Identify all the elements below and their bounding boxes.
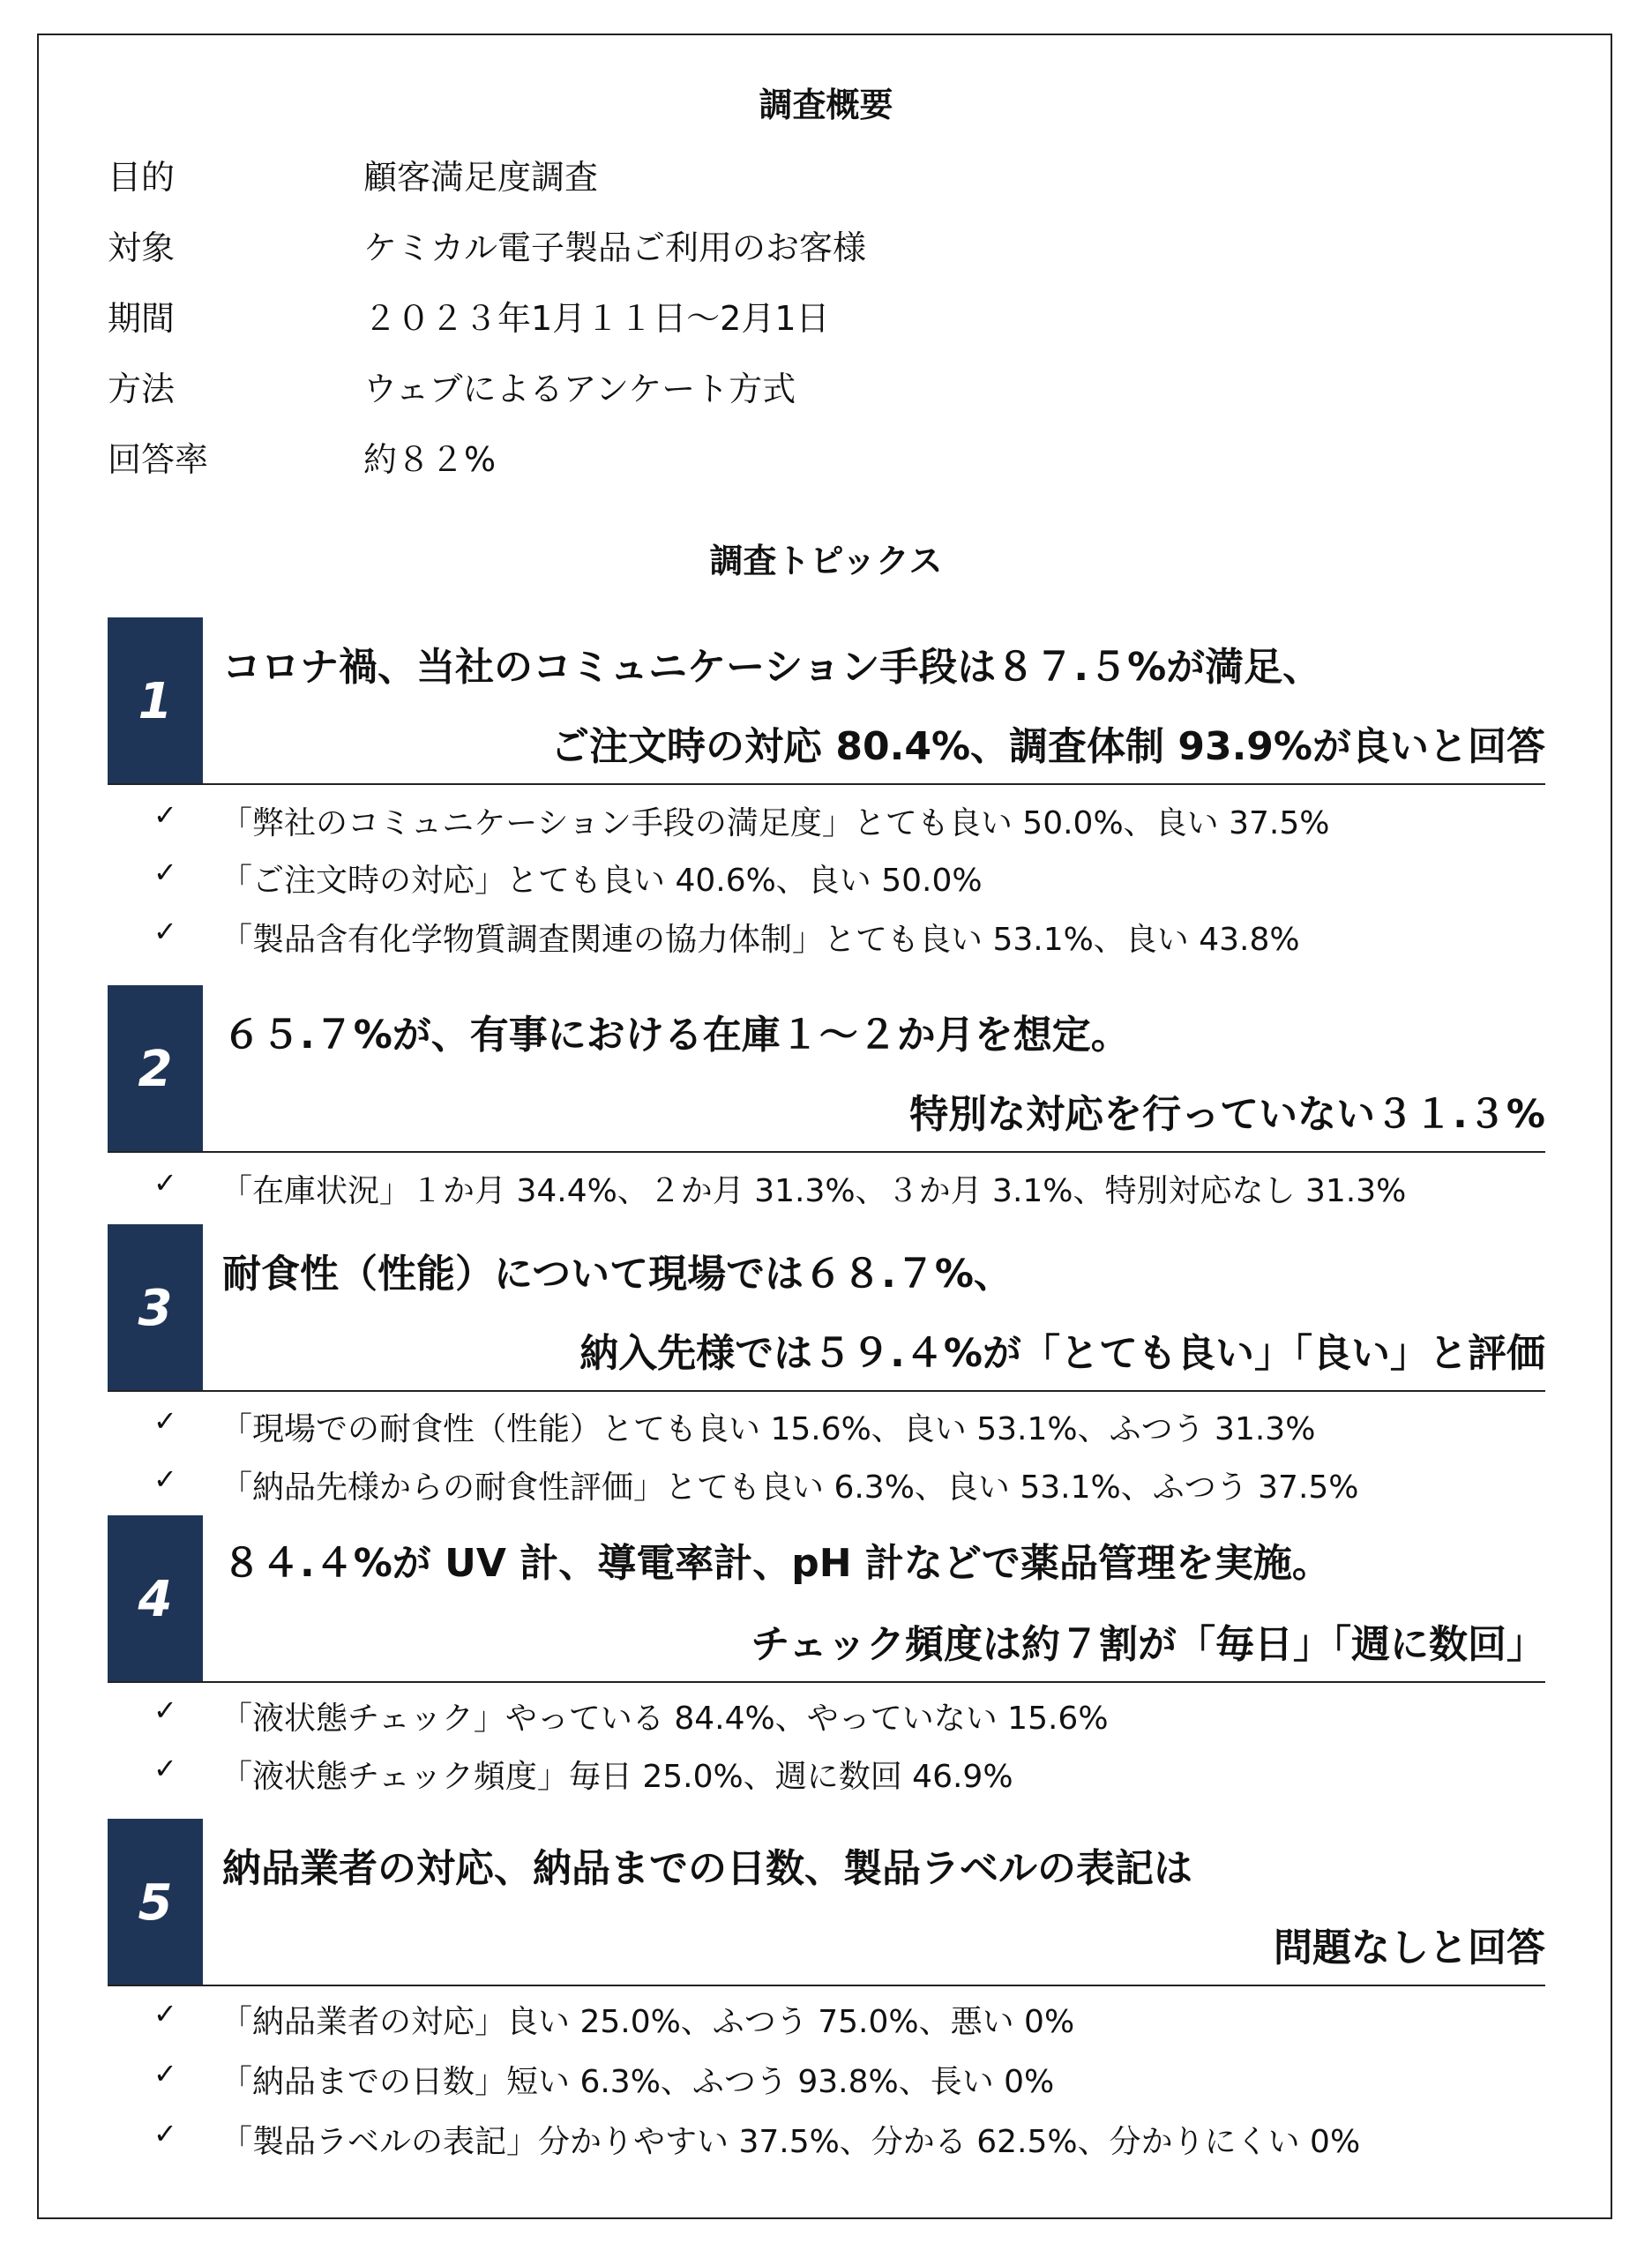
topic-2 bbox=[108, 985, 1545, 1153]
topic-headline-1: 納品業者の対応、納品までの日数、製品ラベルの表記は bbox=[222, 1846, 1192, 1891]
overview-label: 方法 bbox=[108, 370, 176, 408]
check-icon: ✓ bbox=[153, 2057, 177, 2090]
bullet-text: 「在庫状況」１か月 34.4%、２か月 31.3%、３か月 3.1%、特別対応なし 31.3% bbox=[221, 1173, 1407, 1209]
topic-divider bbox=[108, 1151, 1545, 1153]
topic-3 bbox=[108, 1224, 1545, 1392]
topic-5 bbox=[108, 1819, 1545, 1986]
topic-headline-2: 問題なしと回答 bbox=[1274, 1925, 1545, 1970]
topic-number-box: 5 bbox=[108, 1819, 203, 1986]
topic-divider bbox=[108, 1390, 1545, 1392]
overview-label: 期間 bbox=[108, 299, 176, 338]
topic-divider bbox=[108, 1681, 1545, 1683]
topic-1 bbox=[108, 617, 1545, 785]
topic-divider bbox=[108, 783, 1545, 785]
topic-headline-1: ６５.７%が、有事における在庫１～２か月を想定。 bbox=[222, 1013, 1130, 1058]
topic-headline-1: 耐食性（性能）について現場では６８.７%、 bbox=[222, 1252, 1013, 1297]
check-icon: ✓ bbox=[153, 1404, 177, 1438]
overview-value: 約８２% bbox=[363, 440, 497, 479]
overview-label: 回答率 bbox=[108, 440, 209, 479]
overview-label: 目的 bbox=[108, 158, 176, 197]
check-icon: ✓ bbox=[153, 1752, 177, 1785]
overview-value: ウェブによるアンケート方式 bbox=[363, 370, 796, 408]
overview-label: 対象 bbox=[108, 228, 176, 267]
check-icon: ✓ bbox=[153, 1997, 177, 2030]
check-icon: ✓ bbox=[153, 1694, 177, 1727]
topic-headline-2: チェック頻度は約７割が「毎日」「週に数回」 bbox=[751, 1622, 1545, 1667]
topic-headline-1: ８４.４%が UV 計、導電率計、pH 計などで薬品管理を実施。 bbox=[222, 1541, 1331, 1586]
check-icon: ✓ bbox=[153, 1166, 177, 1200]
check-icon: ✓ bbox=[153, 856, 177, 889]
topic-headline-2: 納入先様では５９.４%が「とても良い」「良い」と評価 bbox=[579, 1331, 1545, 1376]
topic-number-box: 4 bbox=[108, 1515, 203, 1683]
bullet-text: 「納品先様からの耐食性評価」とても良い 6.3%、良い 53.1%、ふつう 37.5% bbox=[221, 1469, 1359, 1506]
topic-number-box: 2 bbox=[108, 985, 203, 1153]
overview-value: ２０２３年1月１１日～2月1日 bbox=[363, 299, 830, 338]
topic-headline-2: ご注文時の対応 80.4%、調査体制 93.9%が良いと回答 bbox=[550, 724, 1545, 769]
overview-value: 顧客満足度調査 bbox=[363, 158, 599, 197]
topic-headline-1: コロナ禍、当社のコミュニケーション手段は８７.５%が満足、 bbox=[222, 645, 1322, 690]
bullet-text: 「弊社のコミュニケーション手段の満足度」とても良い 50.0%、良い 37.5% bbox=[221, 805, 1330, 841]
overview-value: ケミカル電子製品ご利用のお客様 bbox=[363, 228, 867, 267]
topic-headline-2: 特別な対応を行っていない３１.３% bbox=[909, 1092, 1545, 1137]
check-icon: ✓ bbox=[153, 798, 177, 832]
topic-number-box: 1 bbox=[108, 617, 203, 785]
topic-number-box: 3 bbox=[108, 1224, 203, 1392]
bullet-text: 「現場での耐食性（性能）とても良い 15.6%、良い 53.1%、ふつう 31.3% bbox=[221, 1411, 1316, 1447]
bullet-text: 「製品含有化学物質調査関連の協力体制」とても良い 53.1%、良い 43.8% bbox=[221, 922, 1300, 958]
check-icon: ✓ bbox=[153, 1462, 177, 1496]
bullet-text: 「納品業者の対応」良い 25.0%、ふつう 75.0%、悪い 0% bbox=[221, 2004, 1075, 2040]
bullet-text: 「納品までの日数」短い 6.3%、ふつう 93.8%、長い 0% bbox=[221, 2064, 1055, 2100]
check-icon: ✓ bbox=[153, 2117, 177, 2150]
bullet-text: 「液状態チェック」やっている 84.4%、やっていない 15.6% bbox=[221, 1701, 1109, 1737]
bullet-text: 「液状態チェック頻度」毎日 25.0%、週に数回 46.9% bbox=[221, 1759, 1013, 1795]
overview-title: 調査概要 bbox=[759, 86, 893, 124]
topic-divider bbox=[108, 1985, 1545, 1986]
topic-4 bbox=[108, 1515, 1545, 1683]
bullet-text: 「ご注文時の対応」とても良い 40.6%、良い 50.0% bbox=[221, 863, 983, 899]
check-icon: ✓ bbox=[153, 915, 177, 948]
topics-title: 調査トピックス bbox=[709, 542, 943, 580]
bullet-text: 「製品ラベルの表記」分かりやすい 37.5%、分かる 62.5%、分かりにくい 0% bbox=[221, 2124, 1361, 2160]
